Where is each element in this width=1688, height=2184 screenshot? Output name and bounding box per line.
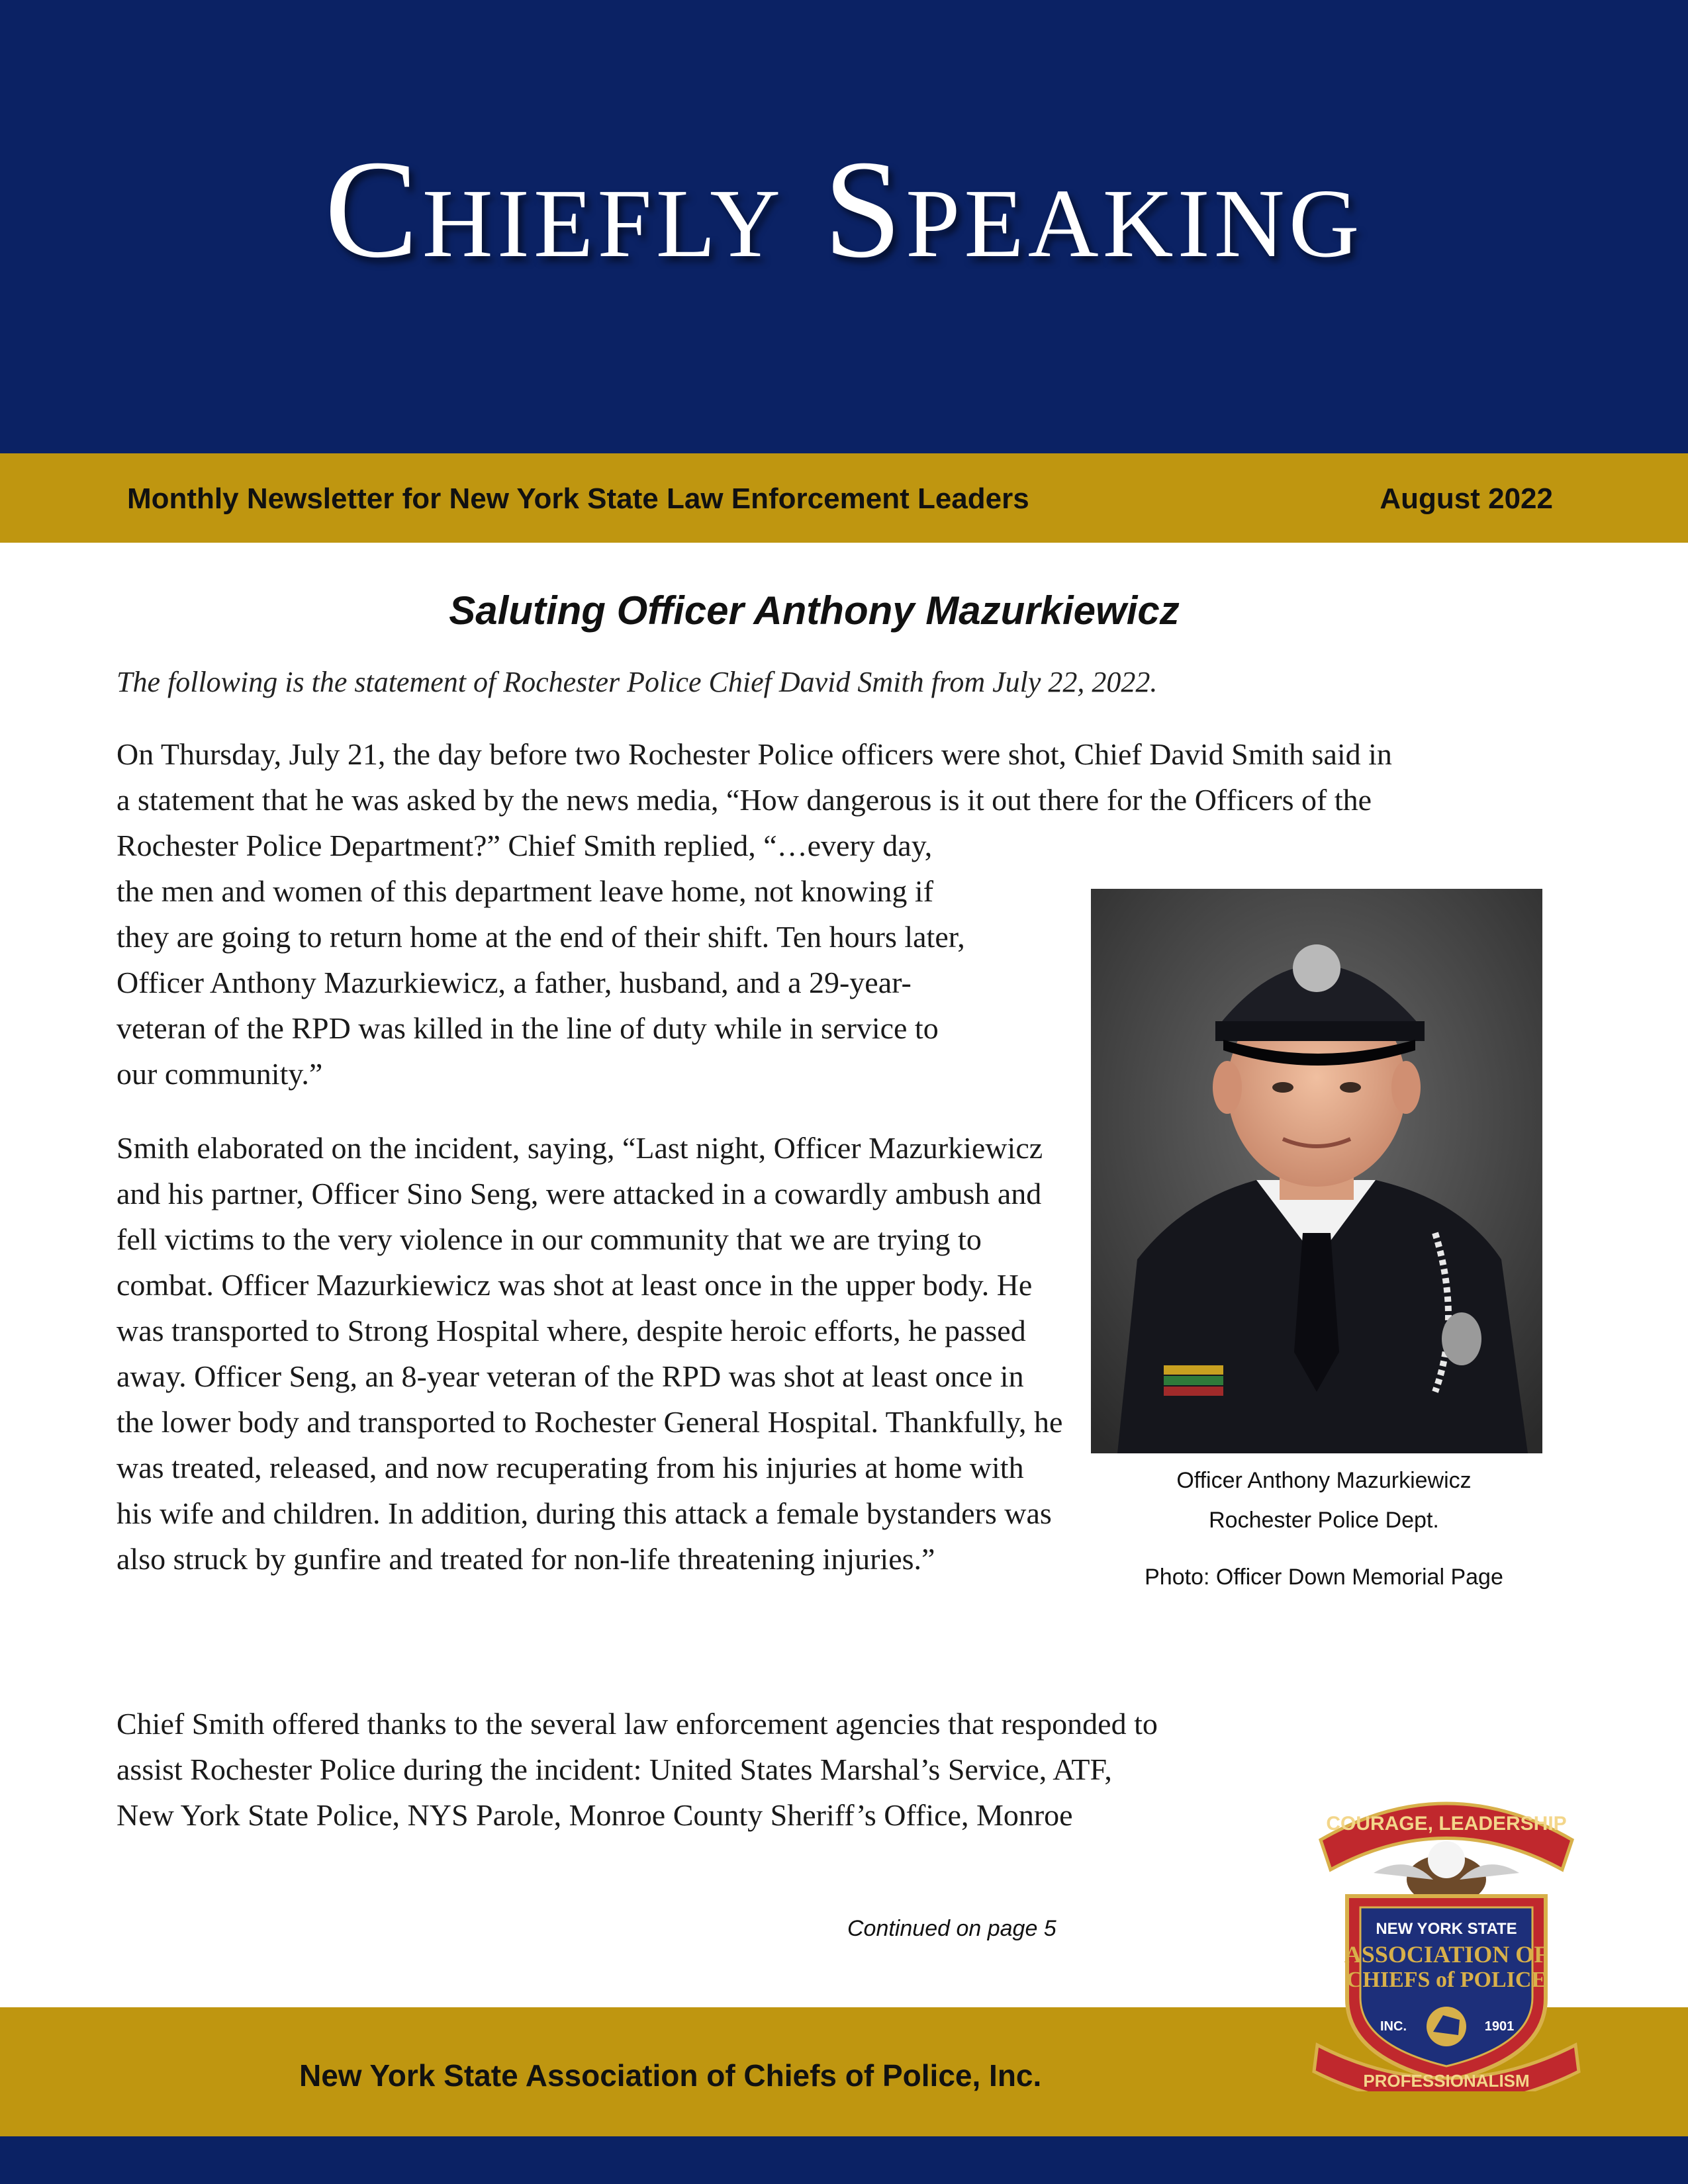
photo-caption-name: Officer Anthony Mazurkiewicz (1176, 1468, 1472, 1493)
seal-state: NEW YORK STATE (1376, 1920, 1517, 1938)
footer-navy-strip (0, 2136, 1688, 2184)
seal-bottom-banner: PROFESSIONALISM (1363, 2071, 1530, 2091)
paragraph-line: Rochester Police Department?” Chief Smith replied, “…every day, (117, 829, 933, 862)
newsletter-subtitle: Monthly Newsletter for New York State Law Enforcement Leaders (127, 482, 1029, 515)
masthead (0, 0, 1688, 453)
seal-top-banner: COURAGE, LEADERSHIP (1326, 1813, 1567, 1835)
photo-caption-dept: Rochester Police Dept. (1209, 1508, 1439, 1533)
subtitle-band (0, 453, 1688, 543)
continued-note: Continued on page 5 (847, 1916, 1056, 1941)
article-headline: Saluting Officer Anthony Mazurkiewicz (449, 588, 1180, 633)
paragraph-line: Officer Anthony Mazurkiewicz, a father, husband, and a 29-year- (117, 966, 912, 999)
seal-inc: INC. (1380, 2019, 1407, 2034)
newsletter-title: Chiefly Speaking (324, 131, 1364, 287)
paragraph-line: New York State Police, NYS Parole, Monroe County Sheriff’s Office, Monroe (117, 1798, 1073, 1832)
paragraph-line: On Thursday, July 21, the day before two Rochester Police officers were shot, Chief David Smith said in (117, 737, 1392, 771)
photo-credit: Photo: Officer Down Memorial Page (1145, 1565, 1503, 1590)
paragraph-line: assist Rochester Police during the incident: United States Marshal’s Service, ATF, (117, 1752, 1112, 1786)
association-seal-logo (1301, 1780, 1592, 2091)
footer-org-name: New York State Association of Chiefs of Police, Inc. (299, 2058, 1042, 2093)
seal-assoc-line1: ASSOCIATION OF (1344, 1941, 1549, 1968)
article-paragraph-3 (117, 1701, 1268, 1838)
officer-portrait-photo (1091, 889, 1542, 1453)
paragraph-line: our community.” (117, 1057, 323, 1091)
seal-year: 1901 (1484, 2019, 1515, 2034)
paragraph-line: Chief Smith offered thanks to the several law enforcement agencies that responded to (117, 1707, 1158, 1741)
paragraph-line: they are going to return home at the end of their shift. Ten hours later, (117, 920, 965, 954)
article-paragraph-2: Smith elaborated on the incident, saying, “Last night, Officer Mazurkiewicz and his partner, Officer Sino Seng, were attacked in a cowardly ambush and fell victims to the very violence in our community that we are trying to combat. Officer Mazurkiewicz was shot at least once in the upper body. He was transported to Strong Hospital where, despite heroic efforts, he passed away. Officer Seng, an 8-year veteran of the RPD was shot at least once in the lower body and transported to Rochester General Hospital. Thankfully, he was treated, released, and now recuperating from his injuries at home with his wife and children. In addition, during this attack a female bystanders was also struck by gunfire and treated for non-life threatening injuries.” (117, 1131, 1063, 1576)
paragraph-line: a statement that he was asked by the news media, “How dangerous is it out there for the Officers of the (117, 783, 1372, 817)
paragraph-line: veteran of the RPD was killed in the line of duty while in service to (117, 1011, 939, 1045)
seal-assoc-line2: CHIEFS of POLICE (1346, 1968, 1547, 1992)
issue-date: August 2022 (1380, 482, 1553, 515)
paragraph-line: the men and women of this department leave home, not knowing if (117, 874, 934, 908)
article-intro: The following is the statement of Rochester Police Chief David Smith from July 22, 2022. (117, 666, 1158, 698)
